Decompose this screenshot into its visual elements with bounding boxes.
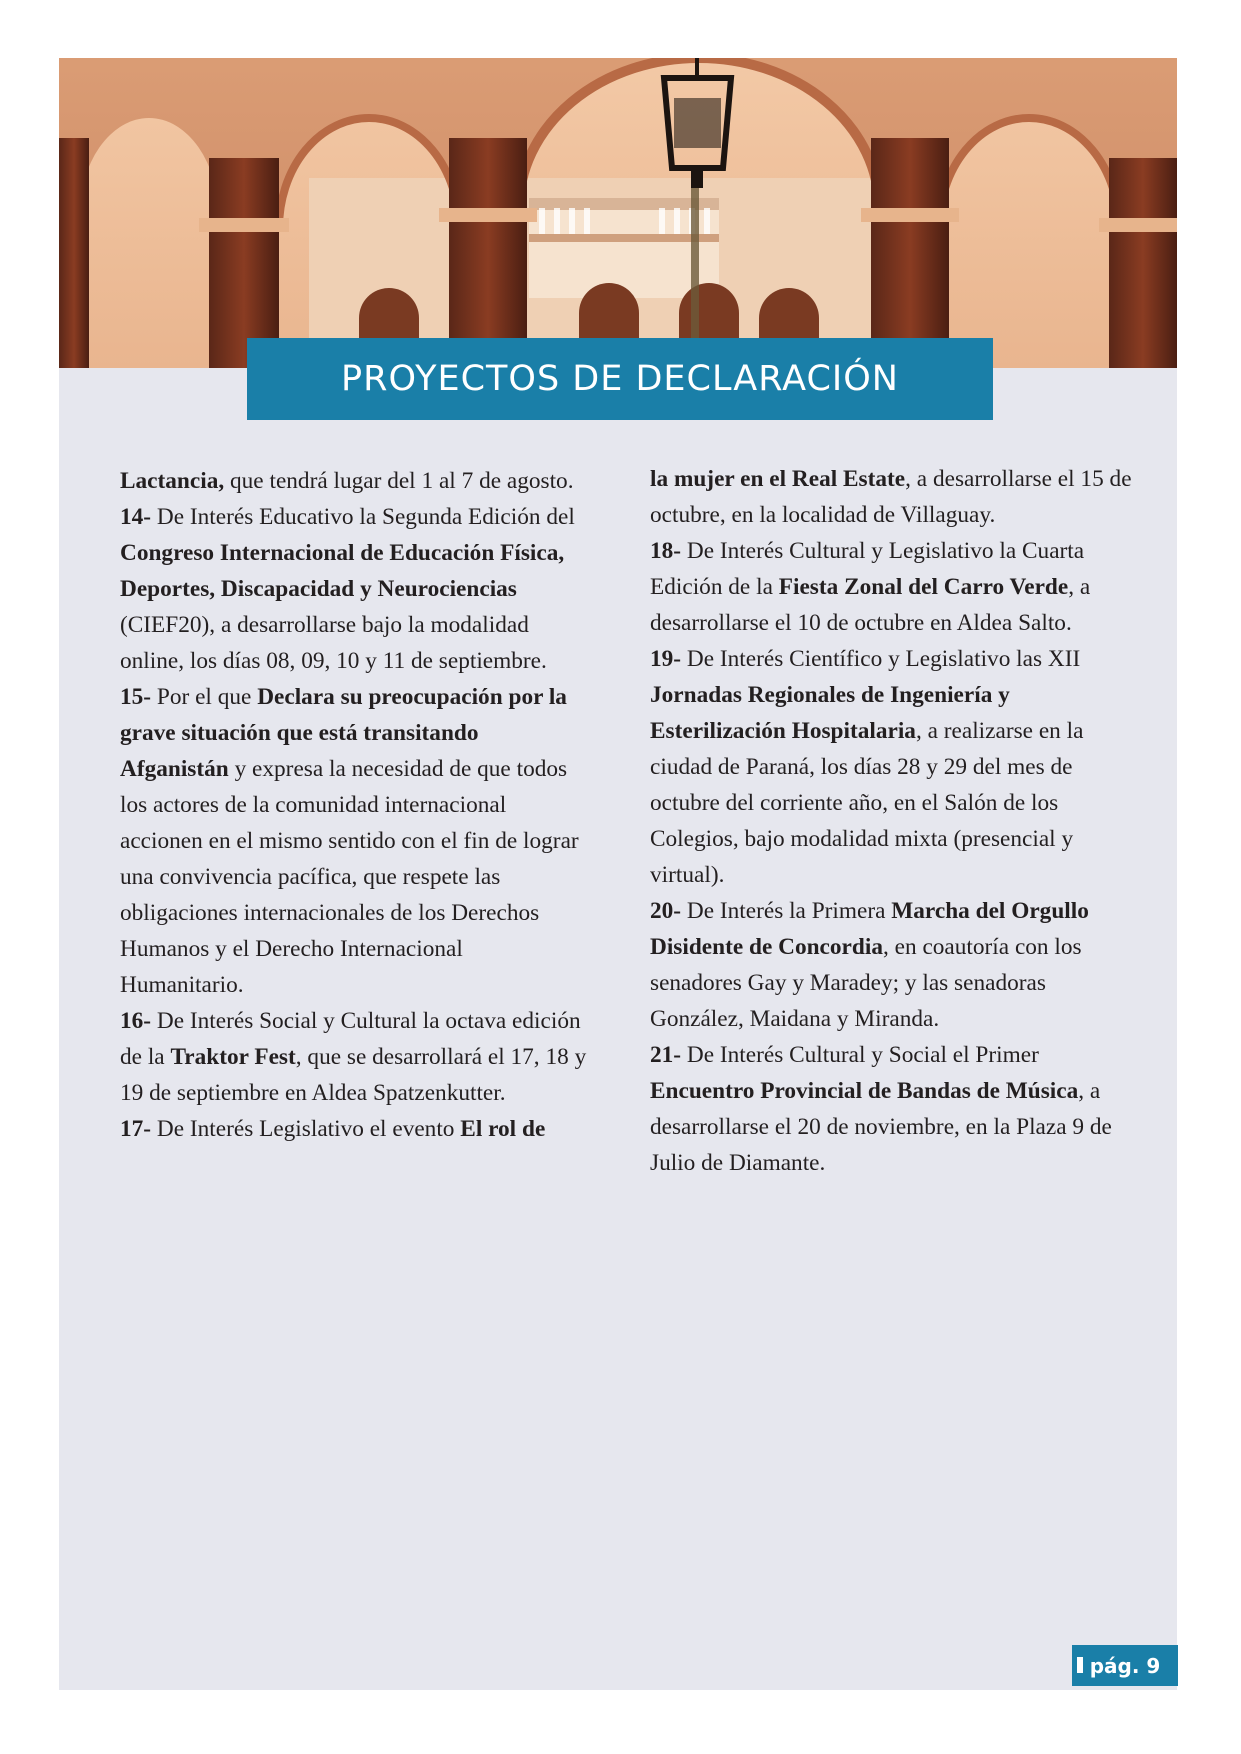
paragraph-17: 17- De Interés Legislativo el evento El rol de [120,1116,546,1142]
left-column [120,463,590,1147]
right-column [650,461,1132,1181]
paragraph-15: 15- Por el que Declara su preocupación por la grave situación que está transitando Afganistán y expresa la necesidad de que todos los actores de la comunidad internacional accionen en el mismo sentido con el fin de lograr una convivencia pacífica, que respete las obligaciones internacionales de los Derechos Humanos y el Derecho Internacional Humanitario. [120,684,579,998]
page-number: pág. 9 [1089,1653,1161,1678]
page-number-tab [1072,1645,1178,1686]
page [59,58,1177,1690]
paragraph-18: 18- De Interés Cultural y Legislativo la Cuarta Edición de la Fiesta Zonal del Carro Verde, a desarrollarse el 10 de octubre en Aldea Salto. [650,538,1091,636]
paragraph-13: Lactancia, que tendrá lugar del 1 al 7 de agosto. [120,468,574,494]
arcade-courtyard-photo [59,58,1177,368]
section-title: PROYECTOS DE DECLARACIÓN [247,338,993,420]
paragraph-16: 16- De Interés Social y Cultural la octava edición de la Traktor Fest, que se desarrollará el 17, 18 y 19 de septiembre en Aldea Spatzenkutter. [120,1008,587,1106]
paragraph-20: 20- De Interés la Primera Marcha del Orgullo Disidente de Concordia, en coautoría con los senadores Gay y Maradey; y las senadoras González, Maidana y Miranda. [650,898,1089,1032]
paragraph-19: 19- De Interés Científico y Legislativo las XII Jornadas Regionales de Ingeniería y Esterilización Hospitalaria, a realizarse en la ciudad de Paraná, los días 28 y 29 del mes de octubre del corriente año, en el Salón de los Colegios, bajo modalidad mixta (presencial y virtual). [650,646,1084,888]
paragraph-14: 14- De Interés Educativo la Segunda Edición del Congreso Internacional de Educación Física, Deportes, Discapacidad y Neurociencias (CIEF20), a desarrollarse bajo la modalidad online, los días 08, 09, 10 y 11 de septiembre. [120,504,575,674]
paragraph-17-cont: la mujer en el Real Estate, a desarrollarse el 15 de octubre, en la localidad de Villaguay. [650,466,1132,528]
paragraph-21: 21- De Interés Cultural y Social el Primer Encuentro Provincial de Bandas de Música, a desarrollarse el 20 de noviembre, en la Plaza 9 de Julio de Diamante. [650,1042,1112,1176]
tab-notch [1077,1657,1083,1673]
